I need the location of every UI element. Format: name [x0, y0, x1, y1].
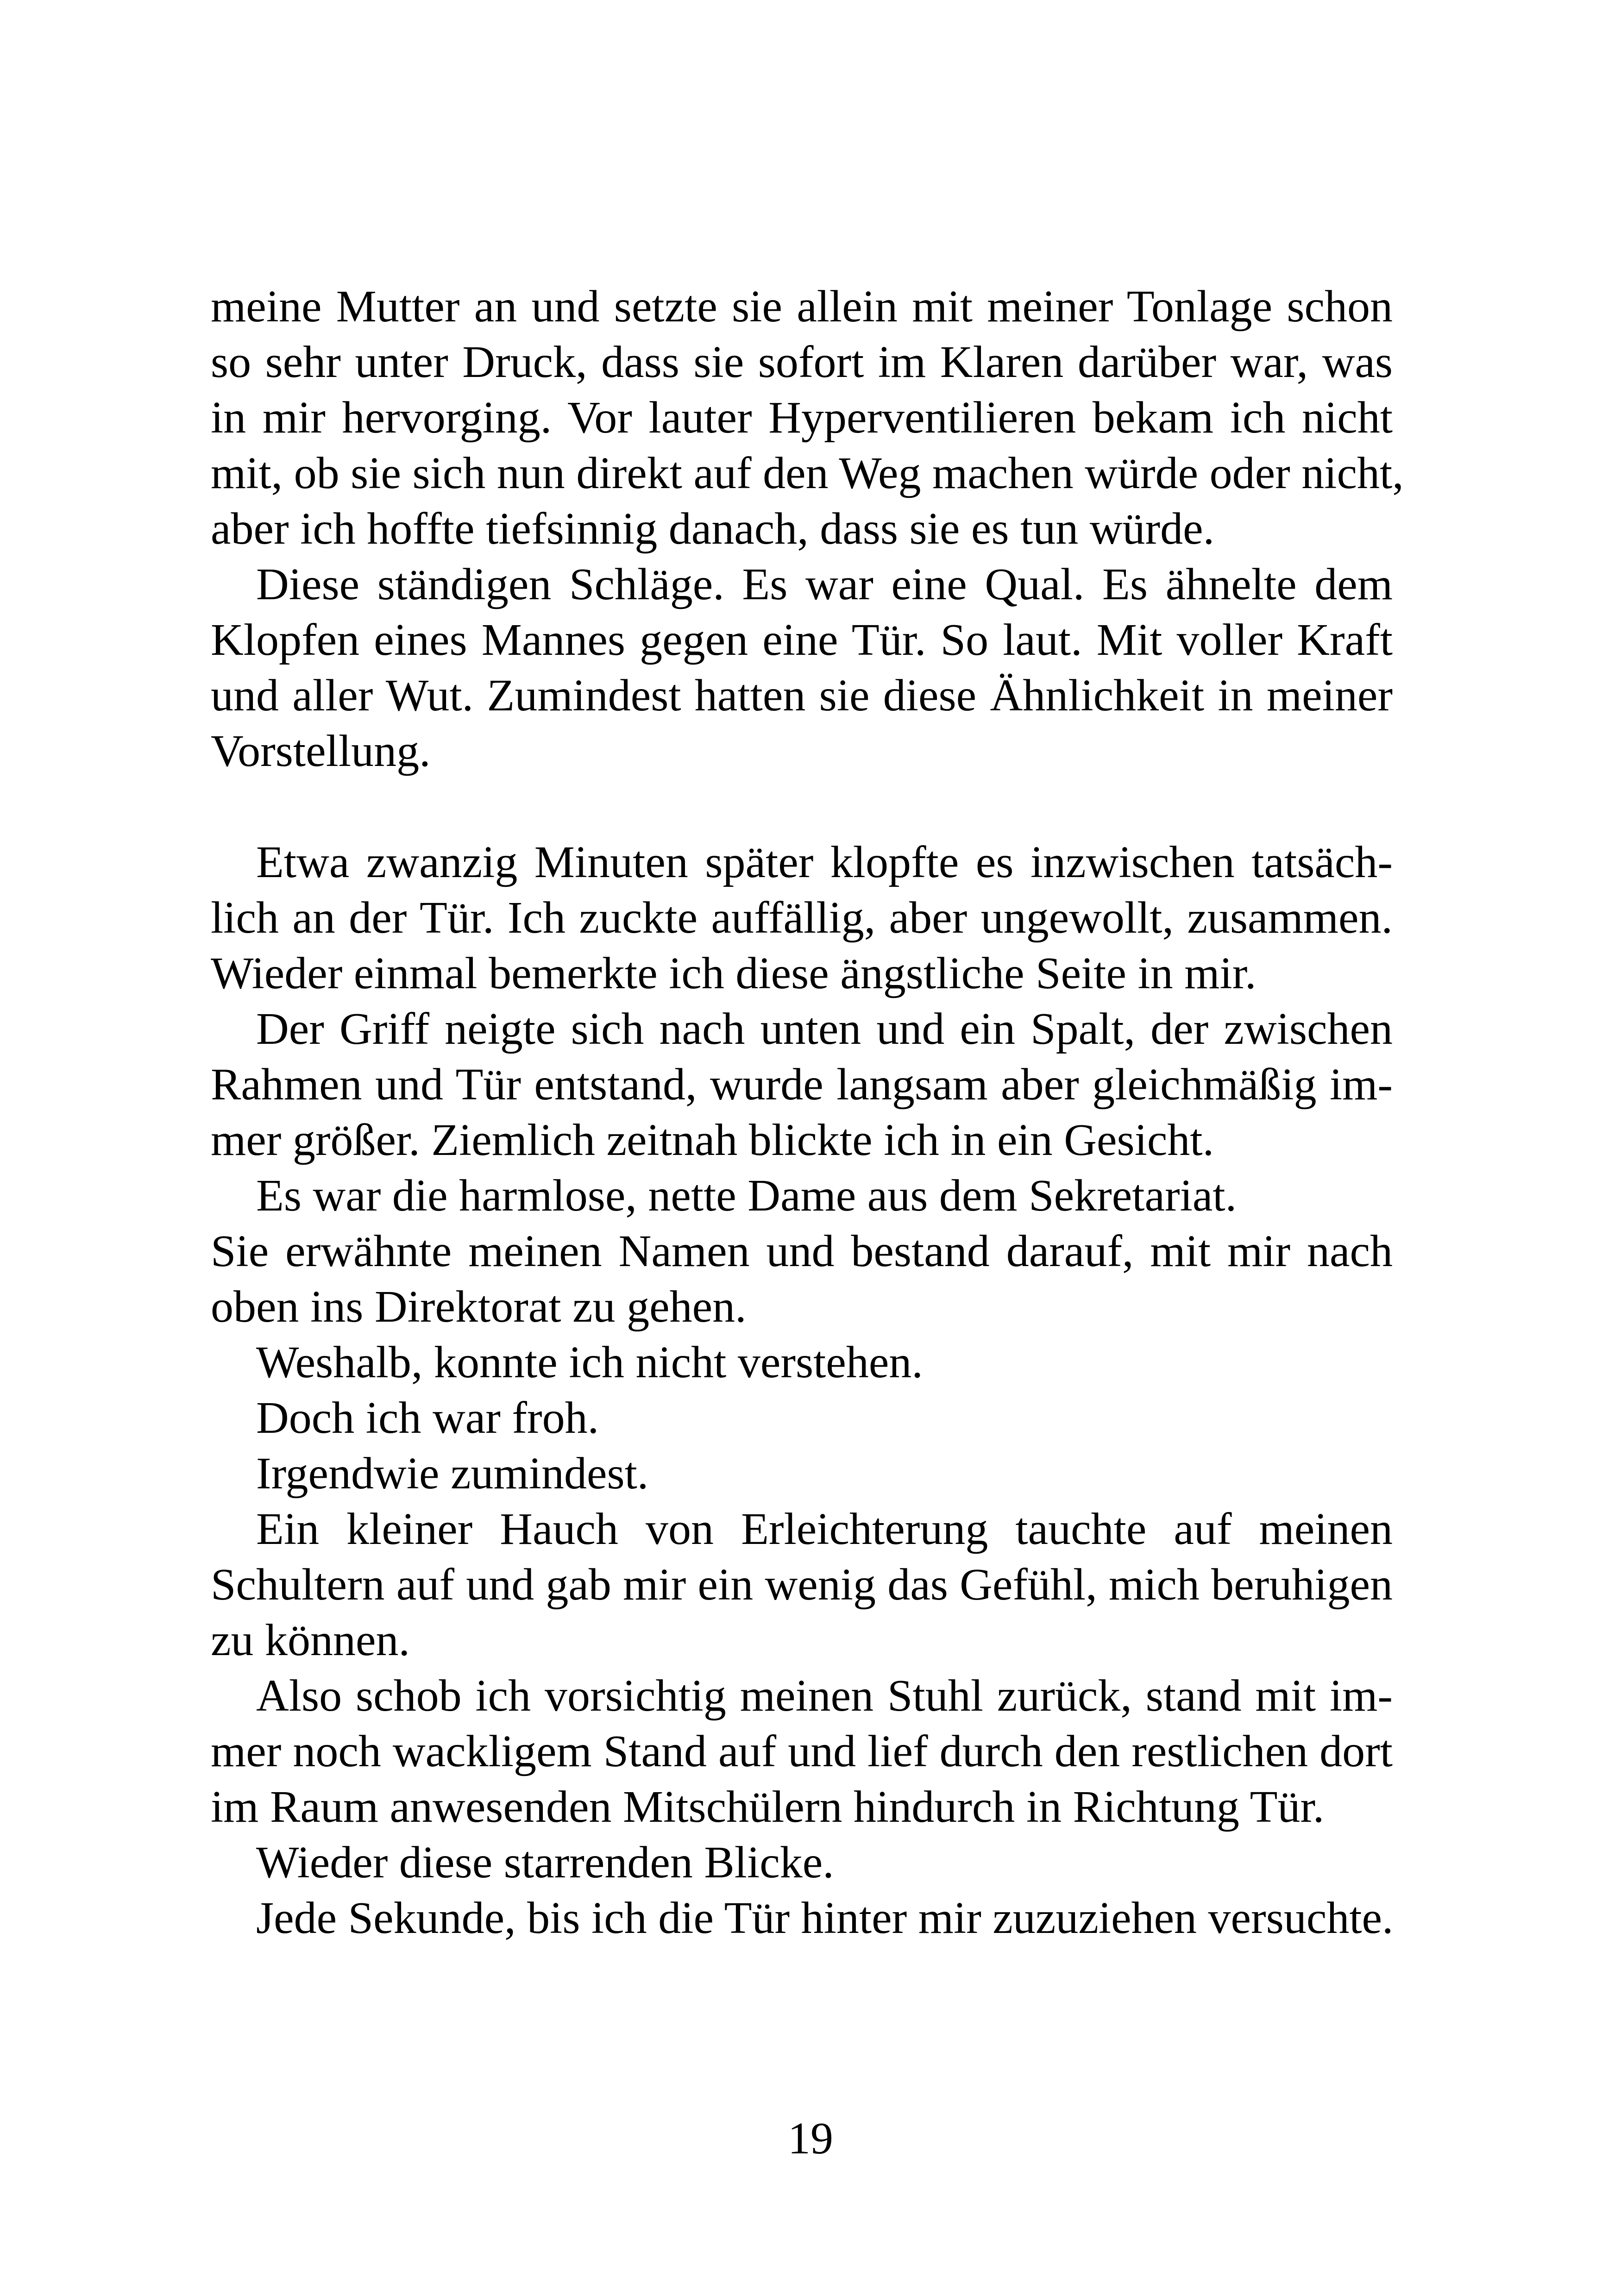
- text-line: mer größer. Ziemlich zeitnah blickte ich in ein Gesicht.: [211, 1115, 1214, 1165]
- text-line: Wieder diese starrenden Blicke.: [256, 1838, 834, 1888]
- text-line: mit, ob sie sich nun direkt auf den Weg machen würde oder nicht,: [211, 448, 1404, 498]
- text-line: Klopfen eines Mannes gegen eine Tür. So laut. Mit voller Kraft: [211, 615, 1393, 665]
- text-line: lich an der Tür. Ich zuckte auffällig, aber ungewollt, zusammen.: [211, 893, 1393, 943]
- page-number: 19: [788, 2114, 833, 2164]
- text-line: Diese ständigen Schläge. Es war eine Qual. Es ähnelte dem: [256, 559, 1393, 609]
- text-line: Rahmen und Tür entstand, wurde langsam aber gleichmäßig im-: [211, 1060, 1393, 1110]
- text-line: Jede Sekunde, bis ich die Tür hinter mir zuzuziehen versuchte.: [256, 1893, 1394, 1943]
- text-line: meine Mutter an und setzte sie allein mit meiner Tonlage schon: [211, 282, 1393, 332]
- text-line: Sie erwähnte meinen Namen und bestand darauf, mit mir nach: [211, 1226, 1393, 1276]
- text-line: oben ins Direktorat zu gehen.: [211, 1282, 747, 1332]
- text-line: Vorstellung.: [211, 726, 431, 776]
- section-break: [211, 779, 1393, 834]
- text-line: aber ich hoffte tiefsinnig danach, dass sie es tun würde.: [211, 504, 1215, 554]
- text-line: und aller Wut. Zumindest hatten sie diese Ähnlichkeit in meiner: [211, 671, 1393, 721]
- text-line: Schultern auf und gab mir ein wenig das Gefühl, mich beruhigen: [211, 1560, 1393, 1610]
- text-line: Also schob ich vorsichtig meinen Stuhl zurück, stand mit im-: [256, 1671, 1393, 1721]
- text-line: Etwa zwanzig Minuten später klopfte es inzwischen tatsäch-: [256, 837, 1393, 887]
- text-line: Wieder einmal bemerkte ich diese ängstliche Seite in mir.: [211, 948, 1257, 998]
- text-line: Weshalb, konnte ich nicht verstehen.: [256, 1337, 923, 1387]
- text-line: in mir hervorging. Vor lauter Hyperventilieren bekam ich nicht: [211, 393, 1393, 443]
- text-line: mer noch wackligem Stand auf und lief durch den restlichen dort: [211, 1726, 1393, 1776]
- text-line: Der Griff neigte sich nach unten und ein Spalt, der zwischen: [256, 1004, 1393, 1054]
- text-line: Ein kleiner Hauch von Erleichterung tauchte auf meinen: [256, 1504, 1393, 1554]
- text-line: so sehr unter Druck, dass sie sofort im Klaren darüber war, was: [211, 337, 1393, 387]
- text-line: Irgendwie zumindest.: [256, 1449, 649, 1499]
- text-line: zu können.: [211, 1615, 410, 1665]
- text-line: Es war die harmlose, nette Dame aus dem Sekretariat.: [256, 1171, 1237, 1221]
- body-text: [211, 279, 1404, 1946]
- text-line: im Raum anwesenden Mitschülern hindurch in Richtung Tür.: [211, 1782, 1325, 1832]
- text-line: Doch ich war froh.: [256, 1393, 599, 1443]
